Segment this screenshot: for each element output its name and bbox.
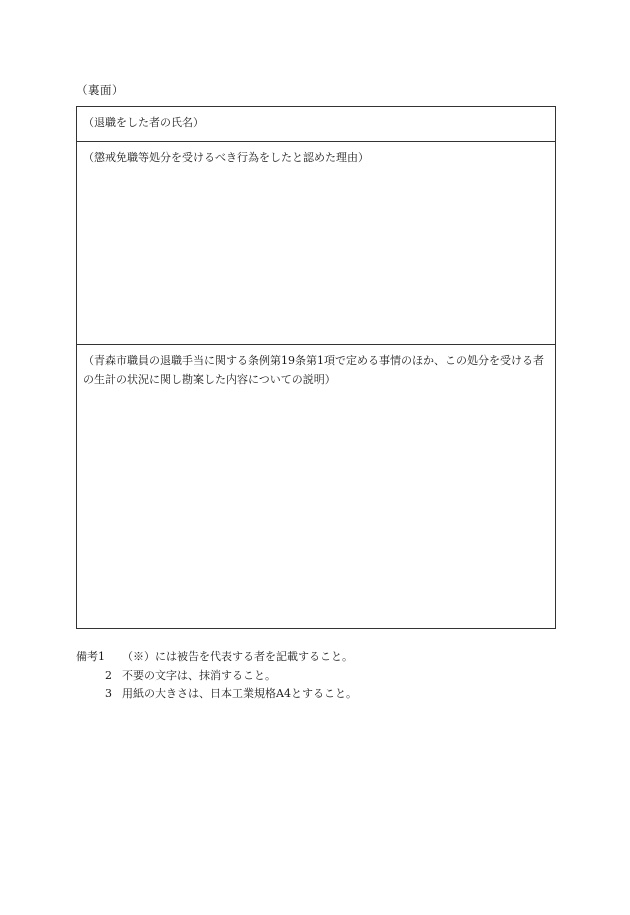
retiree-name-label: （退職をした者の氏名） (83, 116, 204, 129)
page-label: （裏面） (76, 83, 124, 97)
remark-text: 用紙の大きさは、日本工業規格A4とすること。 (122, 687, 357, 700)
remark-number: 備考1 (76, 650, 105, 663)
circumstances-explanation-label: （青森市職員の退職手当に関する条例第19条第1項で定める事情のほか、この処分を受ける者の生計の状況に関し勘案した内容についての説明） (83, 354, 544, 386)
remark-item (76, 648, 357, 667)
circumstances-explanation-cell[interactable] (77, 345, 555, 628)
remark-item (76, 667, 357, 686)
remark-item (76, 685, 357, 704)
remark-number: 2 (105, 668, 112, 682)
remark-text: 不要の文字は、抹消すること。 (122, 668, 276, 682)
remark-number: 3 (105, 687, 112, 700)
disciplinary-reason-label: （懲戒免職等処分を受けるべき行為をしたと認めた理由） (83, 151, 369, 164)
form-table (76, 106, 556, 629)
remark-text: （※）には被告を代表する者を記載すること。 (122, 650, 353, 663)
remarks-section (76, 648, 357, 704)
retiree-name-cell[interactable] (77, 107, 555, 142)
disciplinary-reason-cell[interactable] (77, 142, 555, 345)
